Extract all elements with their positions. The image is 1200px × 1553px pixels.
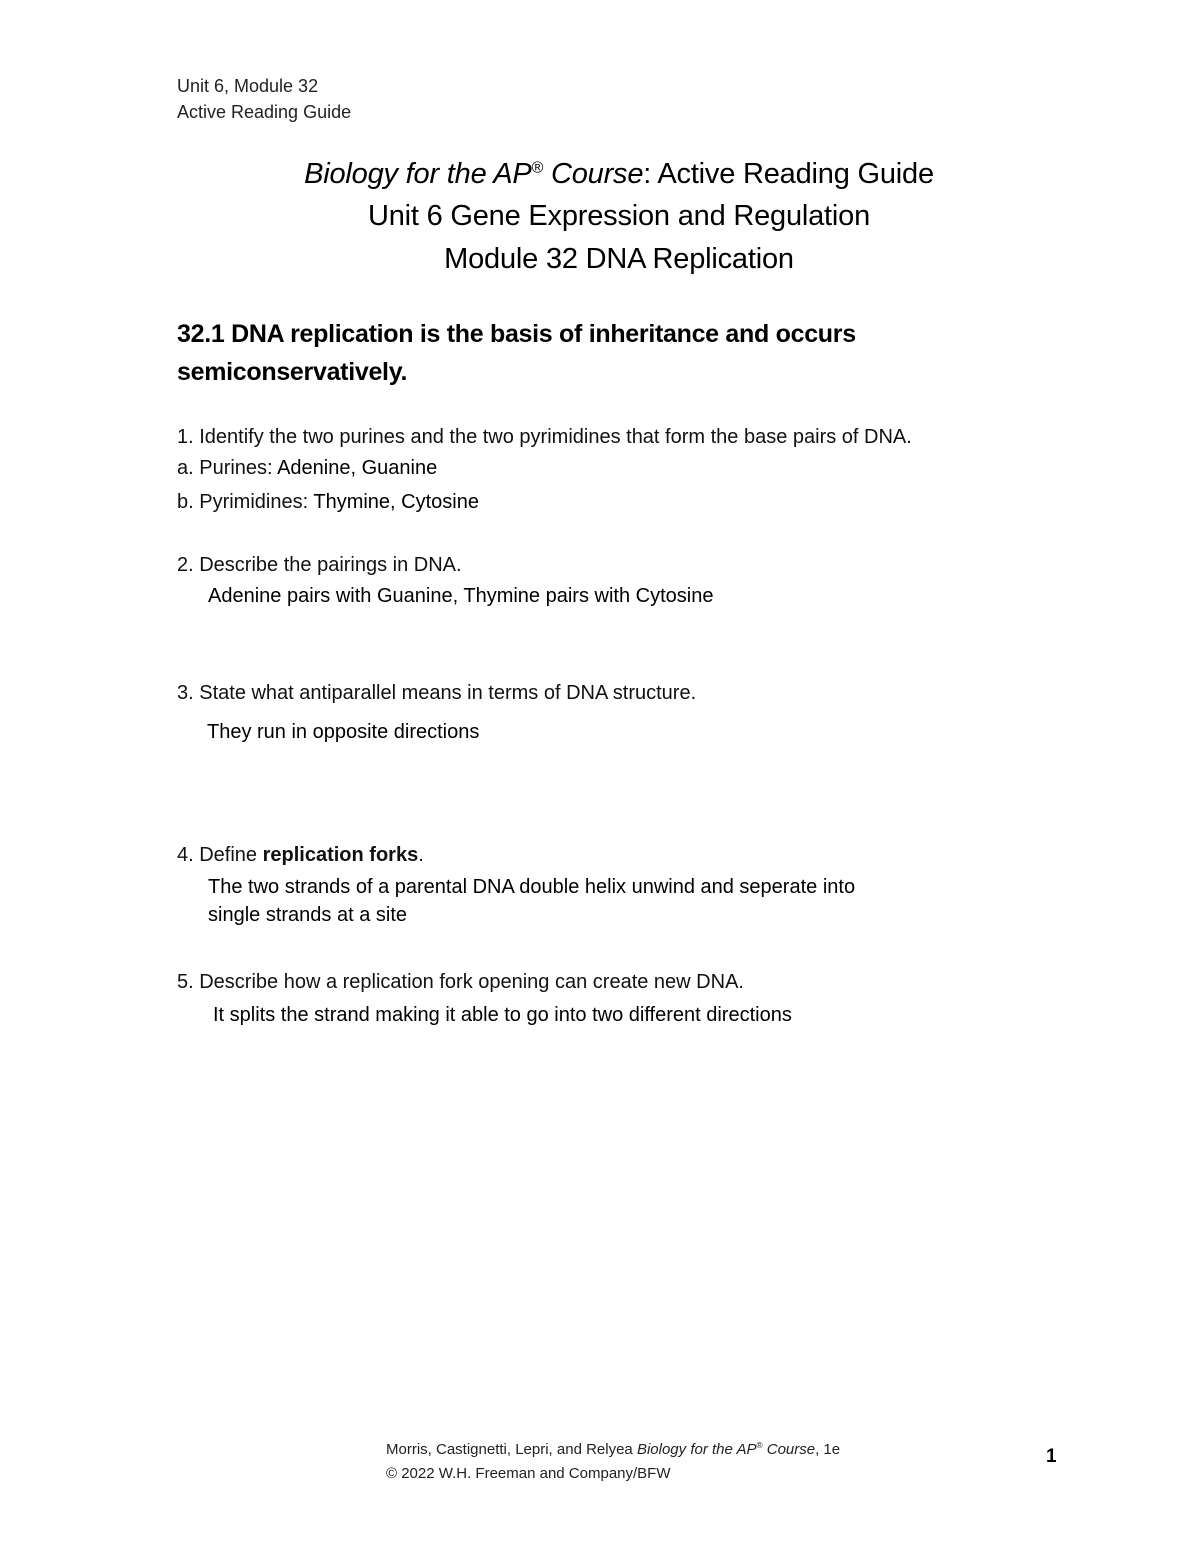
running-header-unit: Unit 6, Module 32	[177, 76, 319, 96]
registered-mark: ®	[531, 159, 544, 177]
question-4-suffix: .	[418, 844, 424, 866]
question-1b-label: b. Pyrimidines:	[177, 491, 314, 513]
question-2-prompt: 2. Describe the pairings in DNA.	[177, 554, 462, 576]
question-4-answer-line1: The two strands of a parental DNA double helix unwind and seperate into	[208, 876, 856, 898]
book-title: Biology for the AP	[304, 158, 532, 190]
question-1-prompt: 1. Identify the two purines and the two pyrimidines that form the base pairs of DNA.	[177, 426, 912, 448]
question-1a-answer: Adenine, Guanine	[277, 457, 438, 479]
question-1b	[177, 491, 479, 514]
running-header-guide: Active Reading Guide	[177, 102, 352, 122]
question-3-prompt: 3. State what antiparallel means in terms of DNA structure.	[177, 682, 697, 704]
module-title: Module 32 DNA Replication	[444, 243, 794, 275]
footer-edition: , 1e	[815, 1441, 841, 1458]
question-4-prompt	[177, 844, 424, 867]
question-1a-label: a. Purines:	[177, 457, 278, 479]
title-rest: : Active Reading Guide	[643, 158, 934, 190]
footer-copyright: © 2022 W.H. Freeman and Company/BFW	[386, 1465, 671, 1482]
question-1b-answer: Thymine, Cytosine	[313, 491, 479, 513]
question-5-prompt: 5. Describe how a replication fork opening can create new DNA.	[177, 971, 744, 993]
footer-registered-mark: ®	[756, 1441, 763, 1450]
page-title	[0, 158, 1200, 191]
footer-authors: Morris, Castignetti, Lepri, and Relyea	[386, 1441, 637, 1458]
footer-book: Biology for the AP	[636, 1441, 757, 1458]
question-3-answer: They run in opposite directions	[207, 721, 480, 743]
page-number: 1	[1046, 1446, 1057, 1467]
footer-course: Course	[762, 1441, 816, 1458]
section-heading-line1: 32.1 DNA replication is the basis of inheritance and occurs	[177, 320, 856, 348]
question-2-answer: Adenine pairs with Guanine, Thymine pairs with Cytosine	[208, 585, 714, 607]
question-4-term: replication forks	[262, 844, 419, 866]
question-5-answer: It splits the strand making it able to go into two different directions	[213, 1004, 792, 1026]
question-4-answer-line2: single strands at a site	[208, 904, 407, 926]
question-4-prefix: 4. Define	[177, 844, 263, 866]
book-course: Course	[543, 158, 644, 190]
unit-title: Unit 6 Gene Expression and Regulation	[367, 200, 871, 232]
section-heading-line2: semiconservatively.	[177, 358, 408, 386]
question-1a	[177, 457, 437, 480]
footer-citation	[386, 1441, 840, 1458]
